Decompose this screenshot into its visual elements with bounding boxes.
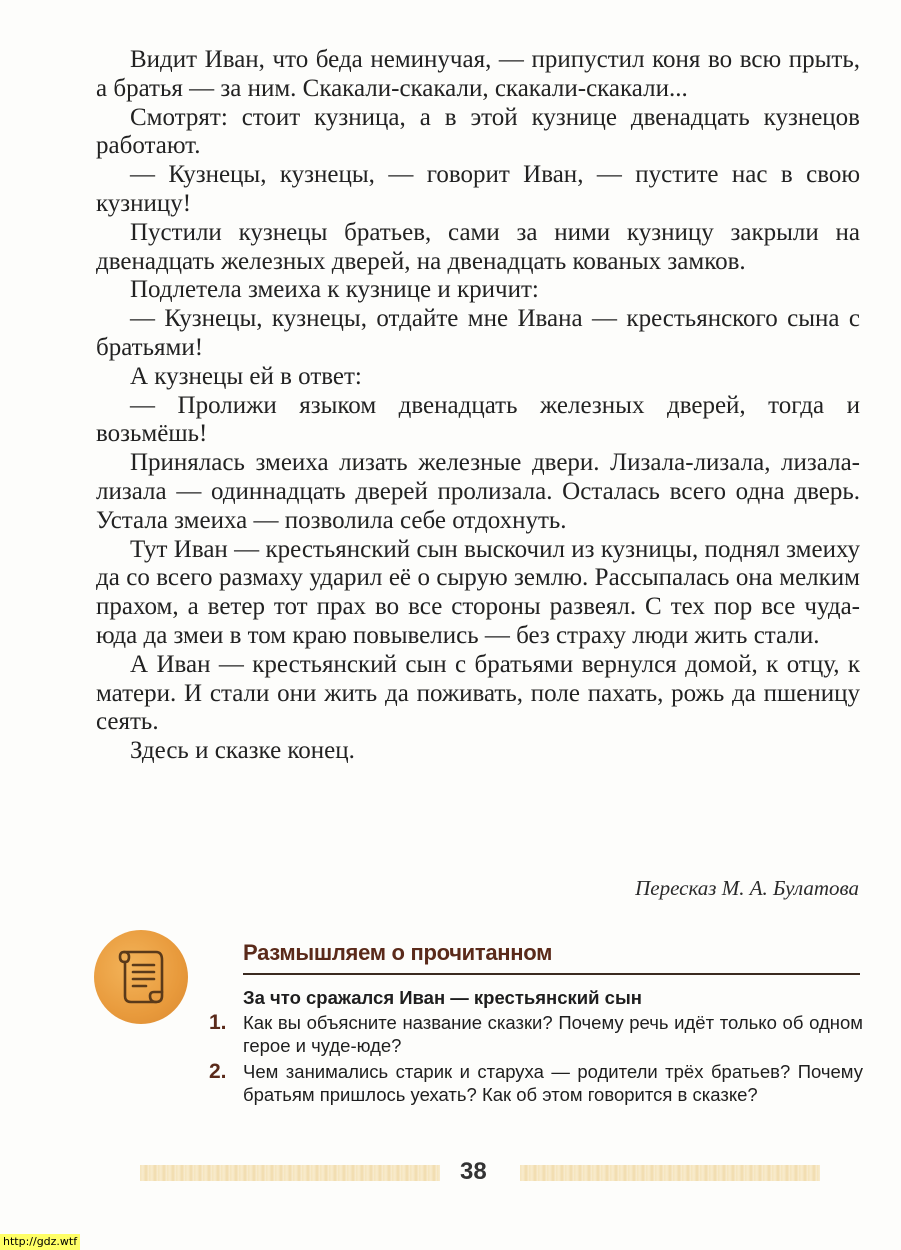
story-paragraph: — Кузнецы, кузнецы, отдайте мне Ивана — крестьянского сына с братьями! [96, 305, 860, 361]
scroll-icon [94, 930, 188, 1024]
question-number: 2. [209, 1059, 227, 1083]
section-title: Размышляем о прочитанном [243, 940, 553, 965]
section-divider [243, 973, 860, 975]
story-paragraph: А Иван — крестьянский сын с братьями вернулся домой, к отцу, к матери. И стали они жить да поживать, поле пахать, рожь да пшеницу сеять. [96, 650, 860, 736]
story-paragraph: — Кузнецы, кузнецы, — говорит Иван, — пустите нас в свою кузницу! [96, 161, 860, 217]
question-number: 1. [209, 1010, 227, 1034]
story-paragraph: Подлетела змеиха к кузнице и кричит: [130, 276, 539, 304]
story-paragraph: Смотрят: стоит кузница, а в этой кузнице двенадцать кузнецов работают. [96, 103, 860, 160]
questions-block [209, 986, 863, 1109]
question-item [209, 1059, 863, 1107]
watermark-link[interactable]: http://gdz.wtf [0, 1234, 80, 1250]
story-paragraph: Видит Иван, что беда неминучая, — припустил коня во всю прыть, а братья — за ним. Скакали-скакали, скакали-скакали... [96, 46, 860, 102]
story-text [96, 46, 860, 766]
story-paragraph: Принялась змеиха лизать железные двери. Лизала-лизала, лизала-лизала — одиннадцать дверей пролизала. Осталась всего одна дверь. Устала змеиха — позволила себе отдохнуть. [96, 449, 860, 534]
decorative-band-right [520, 1165, 820, 1181]
story-attribution: Пересказ М. А. Булатова [635, 876, 859, 900]
question-item [209, 1010, 863, 1058]
question-text: Как вы объясните название сказки? Почему речь идёт только об одном герое и чуде-юде? [243, 1011, 863, 1056]
story-paragraph: А кузнецы ей в ответ: [130, 362, 362, 390]
story-paragraph: — Пролижи языком двенадцать железных дверей, тогда и возьмёшь! [96, 391, 860, 448]
decorative-band-left [140, 1165, 440, 1181]
story-paragraph: Пустили кузнецы братьев, сами за ними кузницу закрыли на двенадцать железных дверей, на двенадцать кованых замков. [96, 218, 860, 275]
page-number: 38 [460, 1158, 487, 1185]
story-paragraph: Тут Иван — крестьянский сын выскочил из кузницы, поднял змеиху да со всего размаху ударил её о сырую землю. Рассыпалась она мелким прахом, а ветер тот прах во все стороны развеял. С тех пор все чуда-юда да змеи в том краю повывелись — без страху люди жить стали. [96, 535, 860, 649]
question-text: Чем занимались старик и старуха — родители трёх братьев? Почему братьям пришлось уехать? Как об этом говорится в сказке? [243, 1060, 863, 1105]
story-paragraph: Здесь и сказке конец. [130, 737, 355, 765]
questions-subheading: За что сражался Иван — крестьянский сын [243, 987, 642, 1008]
